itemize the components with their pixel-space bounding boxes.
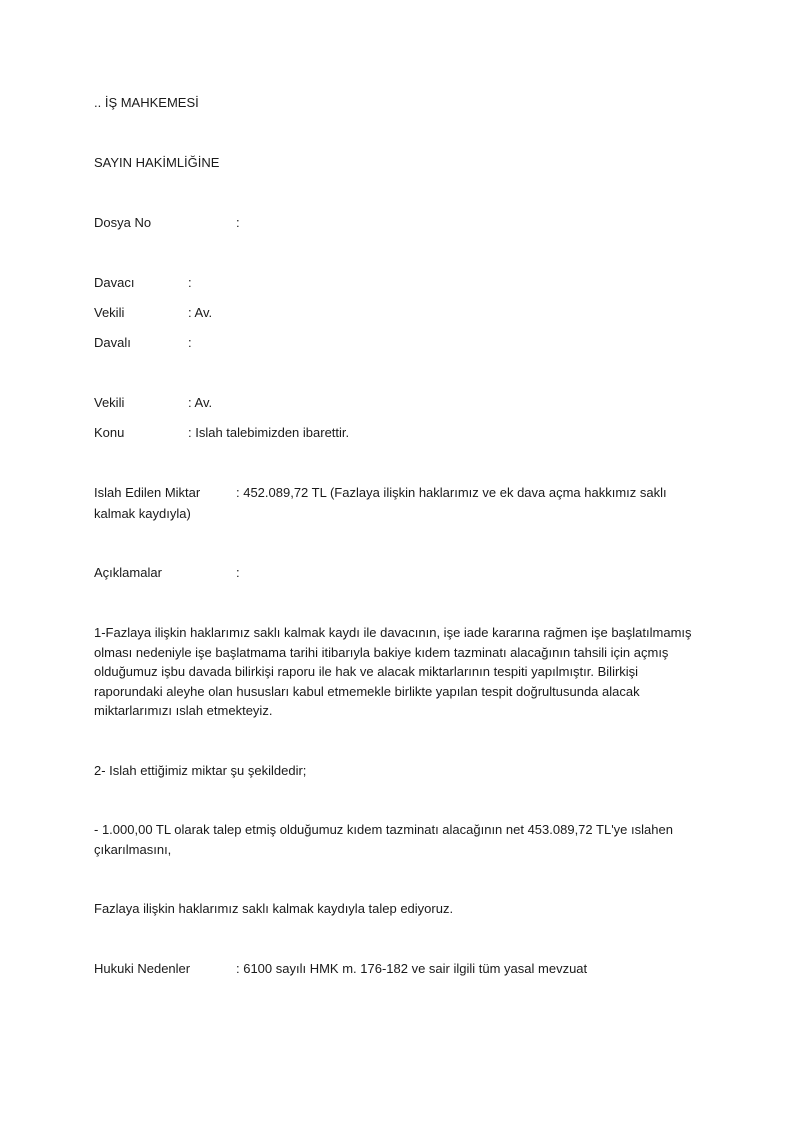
islah-miktar-value: : 452.089,72 TL (Fazlaya ilişkin haklarımız ve ek dava açma hakkımız saklı bbox=[236, 485, 667, 500]
paragraph-1 bbox=[94, 623, 704, 721]
paragraph-1-line: olduğumuz işbu davada bilirkişi raporu ile hak ve alacak miktarlarının tespiti yapılmıştır. Bilirkişi bbox=[94, 664, 639, 679]
hukuki-nedenler-value: : 6100 sayılı HMK m. 176-182 ve sair ilgili tüm yasal mevzuat bbox=[236, 961, 588, 976]
dosya-no-label: Dosya No bbox=[94, 215, 152, 230]
islah-miktar-label: Islah Edilen Miktar bbox=[94, 485, 201, 500]
addressee-heading: SAYIN HAKİMLİĞİNE bbox=[94, 155, 220, 170]
paragraph-1-line: 1-Fazlaya ilişkin haklarımız saklı kalmak kaydı ile davacının, işe iade kararına rağmen işe başlatılmamış bbox=[94, 625, 692, 640]
vekili-label: Vekili bbox=[94, 305, 125, 320]
vekili-value: : Av. bbox=[188, 305, 213, 320]
paragraph-4: Fazlaya ilişkin haklarımız saklı kalmak kaydıyla talep ediyoruz. bbox=[94, 901, 454, 916]
davali-label: Davalı bbox=[94, 335, 131, 350]
paragraph-1-line: raporundaki aleyhe olan hususları kabul etmemekle birlikte yapılan tespit doğrultusunda alacak bbox=[94, 683, 640, 699]
davaci-value: : bbox=[188, 275, 192, 290]
paragraph-1-line: olması nedeniyle işe başlatmama tarihi itibarıyla bakiye kıdem tazminatı alacağının tahsili için açmış bbox=[94, 644, 669, 660]
konu-value: : Islah talebimizden ibarettir. bbox=[188, 425, 350, 440]
paragraph-1-line: miktarlarımızı ıslah etmekteyiz. bbox=[94, 703, 273, 718]
paragraph-3 bbox=[94, 820, 704, 859]
aciklamalar-value: : bbox=[236, 565, 240, 580]
hukuki-nedenler-label: Hukuki Nedenler bbox=[94, 961, 191, 976]
paragraph-2: 2- Islah ettiğimiz miktar şu şekildedir; bbox=[94, 763, 307, 778]
islah-miktar-continuation: kalmak kaydıyla) bbox=[94, 506, 191, 521]
davali-value: : bbox=[188, 335, 192, 350]
dosya-no-value: : bbox=[236, 215, 240, 230]
paragraph-3-line: - 1.000,00 TL olarak talep etmiş olduğumuz kıdem tazminatı alacağının net 453.089,72 TL'ye ıslahen bbox=[94, 822, 673, 837]
konu-label: Konu bbox=[94, 425, 125, 440]
paragraph-3-line: çıkarılmasını, bbox=[94, 841, 172, 857]
aciklamalar-label: Açıklamalar bbox=[94, 565, 162, 580]
davaci-label: Davacı bbox=[94, 275, 135, 290]
davali-vekili-label: Vekili bbox=[94, 395, 125, 410]
court-heading: .. İŞ MAHKEMESİ bbox=[94, 95, 199, 110]
davali-vekili-value: : Av. bbox=[188, 395, 213, 410]
